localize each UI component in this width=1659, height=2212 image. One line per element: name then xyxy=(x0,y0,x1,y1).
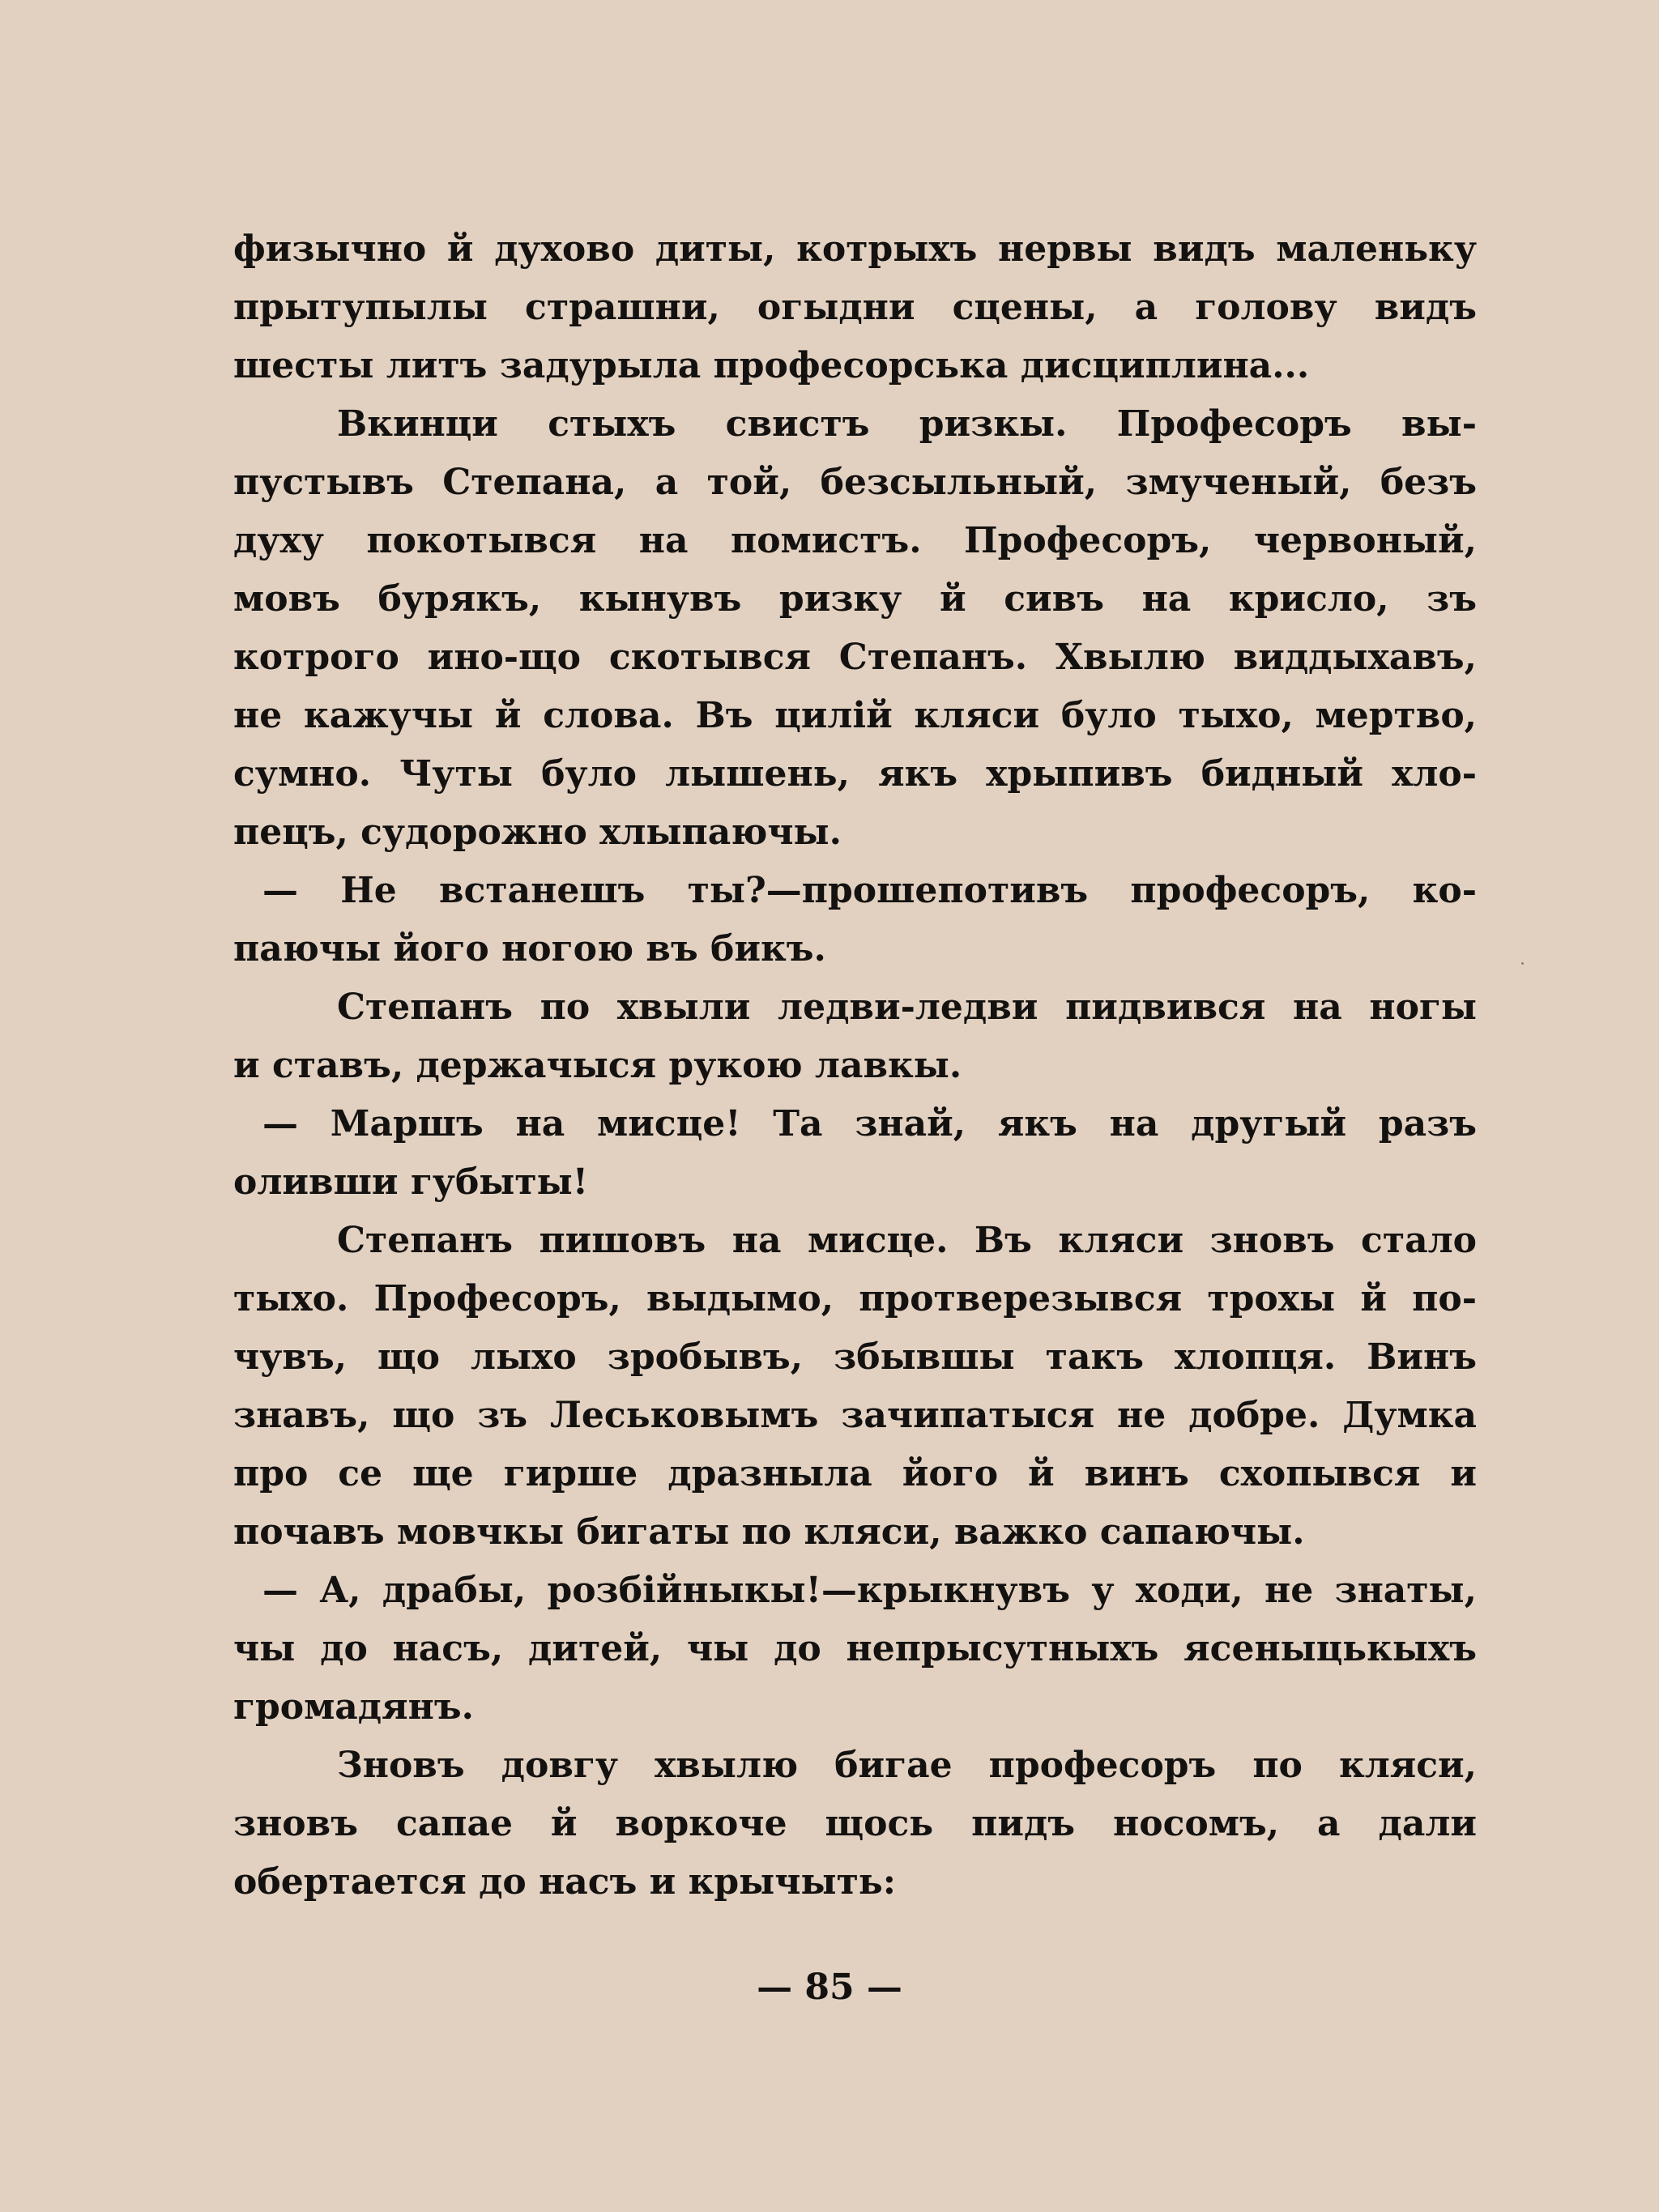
text-line: мовъ бурякъ, кынувъ ризку й сивъ на крисло, зъ xyxy=(233,578,1477,620)
text-line: Вкинци стыхъ свистъ ризкы. Професоръ вы- xyxy=(337,403,1477,445)
text-line: чувъ, що лыхо зробывъ, збывшы такъ хлопця. Винъ xyxy=(233,1336,1477,1378)
text-line: сумно. Чуты було лышень, якъ хрыпивъ бидный хло- xyxy=(233,753,1477,795)
text-line: физычно й духово диты, котрыхъ нервы видъ маленьку xyxy=(233,228,1477,270)
text-line: не кажучы й слова. Въ цилій кляси було тыхо, мертво, xyxy=(233,695,1477,736)
text-line: Степанъ по хвыли ледви-ледви пидвився на ногы xyxy=(337,987,1477,1028)
text-line: котрого ино-що скотывся Степанъ. Хвылю виддыхавъ, xyxy=(233,637,1477,678)
text-line: и ставъ, держачыся рукою лавкы. xyxy=(233,1045,962,1086)
paper-speck xyxy=(1521,962,1524,965)
text-line: Степанъ пишовъ на мисце. Въ кляси зновъ стало xyxy=(337,1220,1477,1261)
text-line: пецъ, судорожно хлыпаючы. xyxy=(233,812,842,853)
body-text xyxy=(233,220,1477,1912)
page-number: — 85 — xyxy=(757,1967,902,2008)
text-line: почавъ мовчкы бигаты по кляси, важко сапаючы. xyxy=(233,1511,1305,1553)
text-line: знавъ, що зъ Леськовымъ зачипатыся не добре. Думка xyxy=(233,1395,1477,1436)
text-line: шесты литъ задурыла професорська дисциплина... xyxy=(233,345,1310,386)
text-line: — Не встанешъ ты?—прошепотивъ професоръ, ко- xyxy=(262,870,1477,911)
text-line: духу покотывся на помистъ. Професоръ, червоный, xyxy=(233,520,1477,561)
text-line: прытупылы страшни, огыдни сцены, а голову видъ xyxy=(233,287,1477,328)
text-line: зновъ сапае й воркоче щось пидъ носомъ, а дали xyxy=(233,1803,1477,1844)
text-line: тыхо. Професоръ, выдымо, протверезывся трохы й по- xyxy=(233,1278,1477,1319)
text-line: оливши губыты! xyxy=(233,1161,589,1203)
text-line: чы до насъ, дитей, чы до непрысутныхъ ясеныцькыхъ xyxy=(233,1628,1477,1669)
text-line: про се ще гирше дразныла його й винъ схопывся и xyxy=(233,1453,1477,1494)
text-line: Зновъ довгу хвылю бигае професоръ по кляси, xyxy=(337,1745,1477,1786)
text-line: пустывъ Степана, а той, безсыльный, змученый, безъ xyxy=(233,462,1477,503)
text-line: — Маршъ на мисце! Та знай, якъ на другый разъ xyxy=(262,1103,1477,1144)
text-line: — А, драбы, розбійныкы!—крыкнувъ у ходи, не знаты, xyxy=(262,1570,1477,1611)
text-line: паючы його ногою въ бикъ. xyxy=(233,928,826,970)
text-line: громадянъ. xyxy=(233,1686,474,1728)
text-line: обертается до насъ и крычыть: xyxy=(233,1861,896,1903)
